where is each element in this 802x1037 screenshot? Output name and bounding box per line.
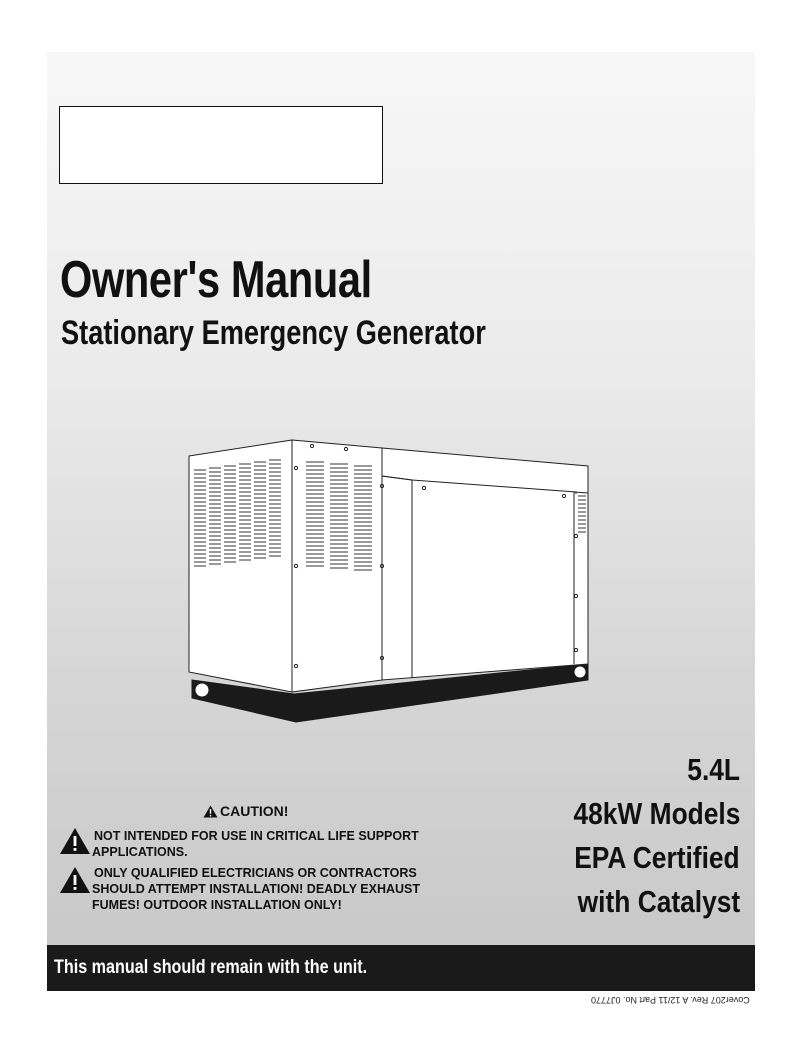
warning-1-line-1: NOT INTENDED FOR USE IN CRITICAL LIFE SUPPORT	[94, 829, 419, 843]
warning-1	[92, 828, 419, 860]
generator-illustration	[186, 436, 592, 726]
footer-text: This manual should remain with the unit.	[54, 957, 368, 978]
warning-triangle-icon	[59, 866, 91, 894]
model-label-box	[59, 106, 383, 184]
caution-heading	[203, 803, 288, 819]
spec-epa: EPA Certified	[574, 840, 740, 875]
spec-engine: 5.4L	[687, 752, 740, 787]
warning-2-line-1: ONLY QUALIFIED ELECTRICIANS OR CONTRACTORS	[94, 866, 417, 880]
spec-catalyst: with Catalyst	[577, 884, 740, 919]
warning-1-line-2: APPLICATIONS.	[92, 845, 188, 859]
warning-2-line-3: FUMES! OUTDOOR INSTALLATION ONLY!	[92, 898, 342, 912]
caution-label: CAUTION!	[220, 803, 289, 819]
warning-2	[92, 865, 420, 913]
footer-bar	[47, 945, 755, 991]
warning-triangle-icon	[203, 805, 218, 818]
part-number: Cover207 Rev. A 12/11 Part No. 0J7770	[591, 995, 750, 1005]
page-title: Owner's Manual	[60, 251, 372, 309]
page-subtitle: Stationary Emergency Generator	[61, 314, 486, 352]
spec-models: 48kW Models	[573, 796, 740, 831]
warning-2-line-2: SHOULD ATTEMPT INSTALLATION! DEADLY EXHAUST	[92, 882, 421, 896]
warning-triangle-icon	[59, 827, 91, 855]
